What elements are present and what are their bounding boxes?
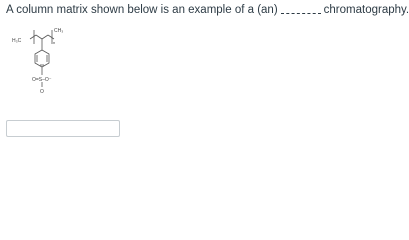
- question-text: [6, 3, 409, 17]
- answer-input[interactable]: [6, 120, 120, 137]
- right-methyl-label: CH₃: [54, 28, 64, 34]
- column-matrix-structure: [10, 22, 70, 120]
- answer-blank: [281, 4, 321, 14]
- question-suffix: chromatography.: [323, 4, 409, 16]
- left-methyl-label: H₃C: [12, 38, 22, 44]
- sulfonate-oxygen-label: O: [40, 89, 44, 95]
- sulfonate-group-label: O=S–O⁻: [32, 77, 52, 83]
- question-prefix: A column matrix shown below is an example of a (an): [6, 4, 278, 16]
- repeat-unit-label: n: [53, 40, 56, 45]
